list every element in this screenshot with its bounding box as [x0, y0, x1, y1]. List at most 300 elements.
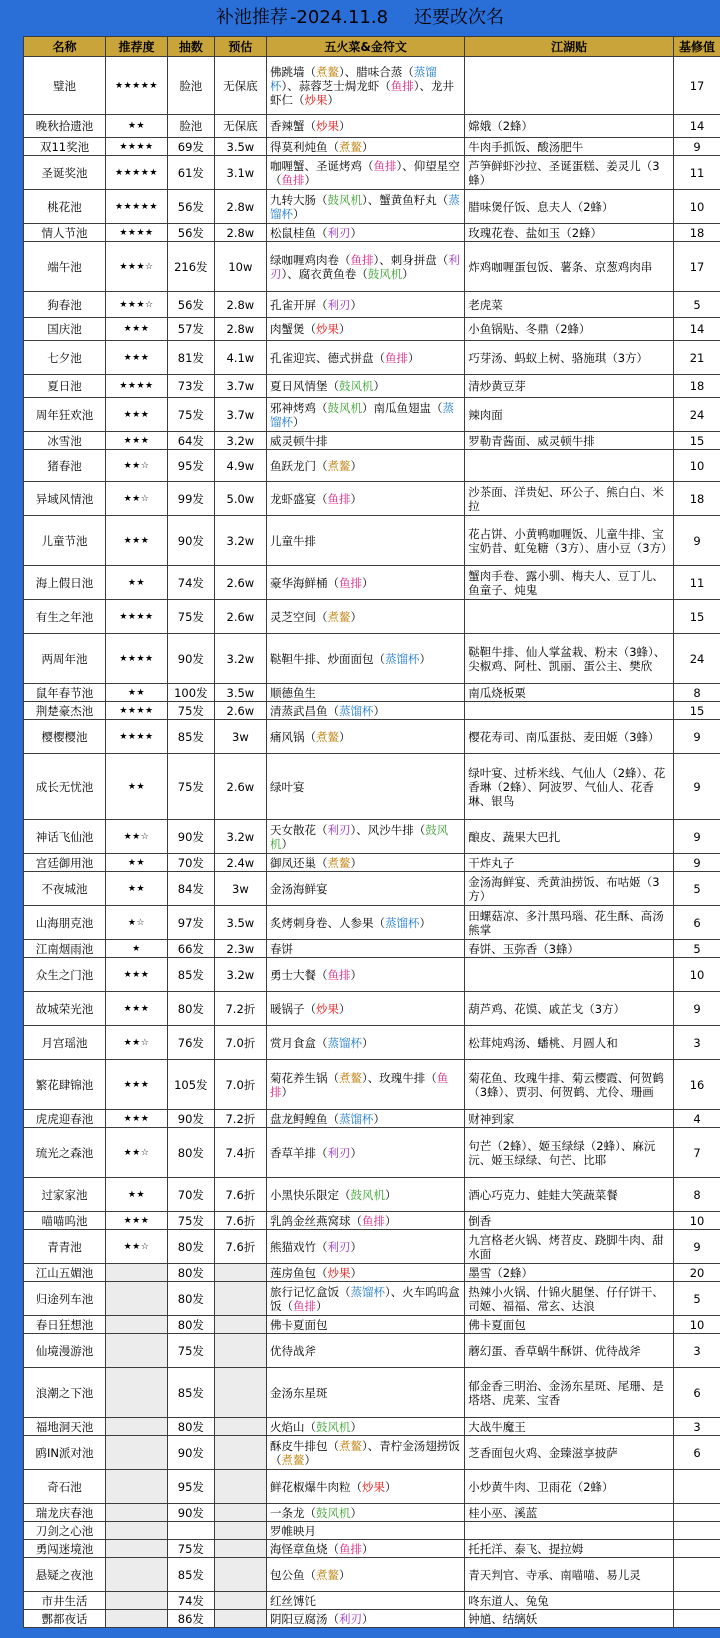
dish-text: 佛跳墙（: [269, 64, 316, 79]
post-cell: 九宫格老火锅、烤苕皮、跷脚牛肉、甜水面: [465, 1230, 674, 1264]
estimate: [214, 1316, 266, 1334]
base-value: 6: [674, 1436, 720, 1470]
rune-tag: 蒸馏杯: [269, 400, 454, 429]
dish-text: 一条龙（: [269, 1505, 316, 1520]
dish-text: ）: [361, 1611, 374, 1626]
pool-name: 瑞龙庆春池: [24, 1504, 106, 1522]
estimate: 3.2w: [214, 432, 266, 450]
dish-text: ）: [338, 729, 351, 744]
pool-name: 归途列车池: [24, 1282, 106, 1316]
estimate: 7.6折: [214, 1212, 266, 1230]
rune-tag: 煮鳌: [338, 139, 362, 154]
base-value: 9: [674, 820, 720, 854]
dish-text: ）、仰望星空（: [269, 158, 460, 187]
estimate: 无保底: [214, 115, 266, 138]
star-rating: ★★★: [106, 398, 168, 432]
rune-tag: 鱼排: [281, 172, 305, 187]
dish-cell: [266, 190, 464, 224]
pool-name: 众生之门池: [24, 958, 106, 992]
dish-cell: [266, 398, 464, 432]
table-row: [24, 1522, 720, 1540]
draw-count: 216发: [167, 242, 214, 292]
estimate: [214, 1264, 266, 1282]
post-cell: 牛肉手抓饭、酸汤肥牛: [465, 138, 674, 156]
base-value: 5: [674, 292, 720, 318]
col-header-draws: 抽数: [167, 37, 214, 57]
estimate: 2.3w: [214, 940, 266, 958]
post-cell: 罗勒青酱面、威灵顿牛排: [465, 432, 674, 450]
draw-count: 95发: [167, 1470, 214, 1504]
post-cell: 郁金香三明治、金汤东星斑、尾珊、是塔塔、虎莱、宝香: [465, 1368, 674, 1418]
base-value: 11: [674, 156, 720, 190]
rune-tag: 炒果: [304, 92, 328, 107]
post-cell: 桂小巫、溪蓝: [465, 1504, 674, 1522]
post-cell: 樱花寿司、南瓜蛋挞、麦田姬（3蜂）: [465, 720, 674, 754]
table-row: [24, 1436, 720, 1470]
rune-tag: 利刃: [327, 297, 351, 312]
draw-count: 74发: [167, 566, 214, 600]
base-value: 10: [674, 1316, 720, 1334]
base-value: 3: [674, 1026, 720, 1060]
estimate: 2.6w: [214, 754, 266, 820]
dish-text: ）: [384, 1213, 397, 1228]
draw-count: 90发: [167, 634, 214, 684]
dish-text: 威灵顿牛排: [269, 433, 328, 448]
draw-count: 90发: [167, 1504, 214, 1522]
estimate: 7.6折: [214, 1178, 266, 1212]
pool-name: 七夕池: [24, 341, 106, 375]
star-rating: [106, 1522, 168, 1540]
rune-tag: 鼓风机: [338, 379, 374, 393]
base-value: 14: [674, 318, 720, 341]
dish-text: ）: [304, 1452, 316, 1467]
rune-tag: 煮鳌: [338, 1070, 362, 1085]
base-value: 21: [674, 341, 720, 375]
star-rating: ★★: [106, 1178, 168, 1212]
post-cell: [465, 57, 674, 115]
draw-count: 75发: [167, 702, 214, 720]
dish-text: 松鼠桂鱼（: [269, 225, 328, 240]
rune-tag: 鱼排: [390, 78, 414, 93]
dish-text: 夏日风情堡（: [269, 379, 339, 393]
col-header-dish: 五火菜&金符文: [266, 37, 464, 57]
dish-cell: [266, 318, 464, 341]
draw-count: 90发: [167, 1436, 214, 1470]
estimate: 3.2w: [214, 516, 266, 566]
star-rating: [106, 1504, 168, 1522]
dish-text: 肉蟹煲（: [269, 322, 316, 336]
estimate: 2.8w: [214, 318, 266, 341]
table-row: [24, 292, 720, 318]
dish-cell: [266, 1592, 464, 1610]
dish-cell: [266, 482, 464, 516]
draw-count: 56发: [167, 224, 214, 242]
draw-count: 70发: [167, 1178, 214, 1212]
rune-tag: 煮鳌: [315, 1567, 339, 1582]
dish-text: ）: [338, 322, 351, 336]
draw-count: 75发: [167, 398, 214, 432]
base-value: 9: [674, 992, 720, 1026]
post-cell: 酿皮、蔬果大巴扎: [465, 820, 674, 854]
dish-text: 莲房鱼包（: [269, 1265, 328, 1280]
dish-text: 绿咖喱鸡肉卷（: [269, 252, 351, 267]
dish-text: ）: [373, 379, 385, 393]
post-cell: 蟹肉手卷、露小驯、梅夫人、豆丁儿、鱼童子、炖鬼: [465, 566, 674, 600]
dish-text: 儿童牛排: [269, 533, 316, 548]
page-title: [0, 0, 720, 36]
estimate: 4.1w: [214, 341, 266, 375]
draw-count: [167, 1522, 214, 1540]
post-cell: [465, 1522, 674, 1540]
base-value: [674, 1470, 720, 1504]
star-rating: ★★: [106, 754, 168, 820]
dish-text: ）: [350, 491, 362, 506]
star-rating: [106, 1436, 168, 1470]
rune-tag: 炒果: [315, 1001, 339, 1016]
rune-tag: 鱼排: [338, 575, 362, 590]
dish-cell: [266, 1540, 464, 1558]
dish-text: 旅行记忆盒饭（: [269, 1284, 351, 1299]
star-rating: ★★☆: [106, 1026, 168, 1060]
rune-tag: 鼓风机: [350, 1187, 385, 1202]
base-value: 9: [674, 1230, 720, 1264]
pool-name: 有生之年池: [24, 600, 106, 634]
rune-tag: 利刃: [327, 225, 351, 240]
estimate: 3w: [214, 872, 266, 906]
table-row: [24, 1558, 720, 1592]
star-rating: [106, 1334, 168, 1368]
star-rating: ★★★★: [106, 138, 168, 156]
dish-cell: [266, 1316, 464, 1334]
table-row: [24, 702, 720, 720]
dish-text: ）: [419, 651, 431, 666]
rune-tag: 炒果: [315, 119, 339, 133]
dish-text: 顺德鱼生: [269, 685, 316, 700]
star-rating: ★★★★: [106, 600, 168, 634]
pool-name: 神话飞仙池: [24, 820, 106, 854]
pool-name: 猪春池: [24, 450, 106, 482]
table-row: [24, 375, 720, 398]
dish-cell: [266, 992, 464, 1026]
pool-name: 勇闯迷境池: [24, 1540, 106, 1558]
rune-tag: 鼓风机: [269, 822, 449, 851]
estimate: [214, 1368, 266, 1418]
dish-text: ）: [407, 350, 420, 365]
dish-text: 炙烤刺身卷、人参果（: [269, 915, 385, 930]
post-cell: 腊味煲仔饭、息夫人（2蜂）: [465, 190, 674, 224]
pool-name: 福地洞天池: [24, 1418, 106, 1436]
rune-tag: 煮鳌: [281, 1452, 305, 1467]
table-row: [24, 1368, 720, 1418]
rune-tag: 利刃: [269, 252, 460, 281]
dish-text: 清蒸武昌鱼（: [269, 703, 339, 718]
rune-tag: 鱼排: [373, 158, 397, 173]
post-cell: 金汤海鲜宴、秃黄油捞饭、布咕姬（3方）: [465, 872, 674, 906]
rune-tag: 蒸馏杯: [269, 192, 460, 221]
star-rating: ★★★★: [106, 634, 168, 684]
estimate: 3.7w: [214, 398, 266, 432]
draw-count: 86发: [167, 1610, 214, 1628]
star-rating: ★: [106, 940, 168, 958]
dish-cell: [266, 242, 464, 292]
base-value: 6: [674, 1368, 720, 1418]
rune-tag: 蒸馏杯: [327, 1035, 362, 1050]
draw-count: 90发: [167, 516, 214, 566]
table-row: [24, 1504, 720, 1522]
dish-text: 熊猫戏竹（: [269, 1239, 328, 1254]
table-row: [24, 138, 720, 156]
base-value: 24: [674, 634, 720, 684]
pool-name: 虎虎迎春池: [24, 1110, 106, 1128]
pool-name: 圣诞奖池: [24, 156, 106, 190]
post-cell: 干炸丸子: [465, 854, 674, 872]
draw-count: 95发: [167, 450, 214, 482]
dish-text: ）、风沙牛排（: [350, 822, 426, 837]
rune-tag: 利刃: [338, 1611, 362, 1626]
post-cell: 春饼、玉弥香（3蜂）: [465, 940, 674, 958]
draw-count: 80发: [167, 1418, 214, 1436]
draw-count: 84发: [167, 872, 214, 906]
rune-tag: 利刃: [327, 1239, 351, 1254]
pool-name: 过家家池: [24, 1178, 106, 1212]
table-row: [24, 958, 720, 992]
dish-text: ）: [350, 1239, 362, 1254]
estimate: [214, 1610, 266, 1628]
dish-cell: [266, 1558, 464, 1592]
pool-table: [23, 36, 720, 1628]
base-value: [674, 1592, 720, 1610]
base-value: 15: [674, 600, 720, 634]
rune-tag: 煮鳌: [327, 855, 351, 870]
base-value: 15: [674, 702, 720, 720]
pool-name: 晚秋拾遗池: [24, 115, 106, 138]
title-note: 还要改次名: [414, 7, 505, 28]
estimate: 7.2折: [214, 1110, 266, 1128]
star-rating: [106, 1610, 168, 1628]
dish-text: 灵芝空间（: [269, 609, 328, 624]
pool-name: 夏日池: [24, 375, 106, 398]
dish-text: ）: [350, 458, 362, 473]
estimate: 3.5w: [214, 684, 266, 702]
table-row: [24, 1178, 720, 1212]
estimate: 2.6w: [214, 702, 266, 720]
star-rating: [106, 1558, 168, 1592]
post-cell: 墨雪（2蜂）: [465, 1264, 674, 1282]
dish-text: ）: [350, 1265, 362, 1280]
dish-text: ）、蒜蓉芝士焗龙虾（: [281, 78, 391, 93]
dish-text: 香草羊排（: [269, 1145, 328, 1160]
post-cell: 松茸炖鸡汤、蟠桃、月圆人和: [465, 1026, 674, 1060]
estimate: 7.4折: [214, 1128, 266, 1178]
draw-count: 85发: [167, 958, 214, 992]
estimate: 无保底: [214, 57, 266, 115]
star-rating: ★★☆: [106, 1128, 168, 1178]
pool-name: 悬疑之夜池: [24, 1558, 106, 1592]
table-row: [24, 684, 720, 702]
table-row: [24, 1540, 720, 1558]
dish-cell: [266, 375, 464, 398]
table-row: [24, 1334, 720, 1368]
table-row: [24, 482, 720, 516]
pool-name: 浪潮之下池: [24, 1368, 106, 1418]
dish-text: ）: [361, 1035, 374, 1050]
dish-cell: [266, 1418, 464, 1436]
table-header-row: [24, 37, 720, 57]
draw-count: 90发: [167, 1110, 214, 1128]
base-value: [674, 1540, 720, 1558]
col-header-value: 基修值: [674, 37, 720, 57]
post-cell: 嫦娥（2蜂）: [465, 115, 674, 138]
rune-tag: 鼓风机: [315, 1505, 351, 1520]
dish-cell: [266, 600, 464, 634]
dish-cell: [266, 1504, 464, 1522]
post-cell: 芦笋鲜虾沙拉、圣诞蛋糕、姜灵儿（3蜂）: [465, 156, 674, 190]
estimate: 3w: [214, 720, 266, 754]
base-value: [674, 1610, 720, 1628]
col-header-stars: 推荐度: [106, 37, 168, 57]
dish-text: ）: [402, 266, 414, 281]
base-value: 7: [674, 1128, 720, 1178]
star-rating: ★★★★: [106, 702, 168, 720]
star-rating: ★★★: [106, 432, 168, 450]
post-cell: 老虎菜: [465, 292, 674, 318]
post-cell: 青天判官、寺承、南喵喵、易儿灵: [465, 1558, 674, 1592]
table-row: [24, 992, 720, 1026]
pool-name: 琉光之森池: [24, 1128, 106, 1178]
draw-count: 脸池: [167, 57, 214, 115]
dish-cell: [266, 1230, 464, 1264]
dish-text: 罗帷映月: [269, 1523, 316, 1538]
star-rating: ★★★: [106, 992, 168, 1026]
draw-count: 85发: [167, 1558, 214, 1592]
dish-cell: [266, 702, 464, 720]
estimate: 7.6折: [214, 1230, 266, 1264]
draw-count: 80发: [167, 1230, 214, 1264]
dish-cell: [266, 1178, 464, 1212]
dish-cell: [266, 156, 464, 190]
base-value: 5: [674, 1282, 720, 1316]
draw-count: 80发: [167, 1282, 214, 1316]
rune-tag: 炒果: [361, 1479, 385, 1494]
post-cell: 小炒黄牛肉、卫雨花（2蜂）: [465, 1470, 674, 1504]
dish-cell: [266, 432, 464, 450]
estimate: [214, 1522, 266, 1540]
dish-cell: [266, 1610, 464, 1628]
dish-text: 御凤还巢（: [269, 855, 328, 870]
dish-text: ）: [350, 1505, 362, 1520]
pool-name: 月宫瑶池: [24, 1026, 106, 1060]
star-rating: [106, 1368, 168, 1418]
estimate: 4.9w: [214, 450, 266, 482]
base-value: 16: [674, 1060, 720, 1110]
pool-name: 繁花肆锦池: [24, 1060, 106, 1110]
table-row: [24, 634, 720, 684]
draw-count: 99发: [167, 482, 214, 516]
draw-count: 70发: [167, 854, 214, 872]
base-value: 4: [674, 1110, 720, 1128]
base-value: 11: [674, 566, 720, 600]
estimate: 10w: [214, 242, 266, 292]
star-rating: [106, 1592, 168, 1610]
pool-name: 市井生活: [24, 1592, 106, 1610]
dish-text: 金汤海鲜宴: [269, 881, 328, 896]
base-value: 9: [674, 138, 720, 156]
post-cell: 辣肉面: [465, 398, 674, 432]
rune-tag: 蒸馏杯: [384, 915, 420, 930]
pool-name: 江南烟雨池: [24, 940, 106, 958]
draw-count: 85发: [167, 720, 214, 754]
post-cell: 菊花鱼、玫瑰牛排、菊云樱霞、何贺鹤（3蜂）、贾羽、何贺鹤、尤伶、珊画: [465, 1060, 674, 1110]
star-rating: ★★★: [106, 1110, 168, 1128]
dish-cell: [266, 1026, 464, 1060]
estimate: 2.6w: [214, 600, 266, 634]
dish-text: ）: [292, 414, 305, 429]
post-cell: 托托洋、泰飞、提拉姆: [465, 1540, 674, 1558]
rune-tag: 煮鳌: [315, 64, 339, 79]
dish-text: 乳鸽金丝燕窝球（: [269, 1213, 362, 1228]
table-row: [24, 156, 720, 190]
dish-text: 鱼跃龙门（: [269, 458, 328, 473]
estimate: 2.4w: [214, 854, 266, 872]
estimate: 7.0折: [214, 1060, 266, 1110]
dish-text: ）: [384, 1479, 397, 1494]
draw-count: 脸池: [167, 115, 214, 138]
table-row: [24, 190, 720, 224]
table-row: [24, 318, 720, 341]
estimate: 3.1w: [214, 156, 266, 190]
draw-count: 76发: [167, 1026, 214, 1060]
col-header-estimate: 预估: [214, 37, 266, 57]
star-rating: ★☆: [106, 906, 168, 940]
dish-text: ）: [315, 1298, 328, 1313]
base-value: 10: [674, 958, 720, 992]
rune-tag: 鱼排: [269, 1070, 449, 1099]
estimate: 7.2折: [214, 992, 266, 1026]
rune-tag: 蒸馏杯: [269, 64, 437, 93]
rune-tag: 鼓风机: [315, 1419, 351, 1434]
dish-cell: [266, 1264, 464, 1282]
pool-name: 奇石池: [24, 1470, 106, 1504]
star-rating: ★★★★: [106, 224, 168, 242]
dish-text: 盘龙鲟鳇鱼（: [269, 1111, 339, 1126]
dish-cell: [266, 1212, 464, 1230]
rune-tag: 蒸馏杯: [384, 651, 420, 666]
table-row: [24, 224, 720, 242]
draw-count: 69发: [167, 138, 214, 156]
estimate: [214, 1418, 266, 1436]
pool-name: 不夜城池: [24, 872, 106, 906]
rune-tag: 鱼排: [350, 252, 374, 267]
post-cell: 钟馗、结缡妖: [465, 1610, 674, 1628]
pool-name: 狗春池: [24, 292, 106, 318]
table-row: [24, 872, 720, 906]
dish-cell: [266, 1368, 464, 1418]
dish-text: 豪华海鲜桶（: [269, 575, 339, 590]
table-row: [24, 1026, 720, 1060]
draw-count: 97发: [167, 906, 214, 940]
table-row: [24, 1316, 720, 1334]
base-value: [674, 1522, 720, 1540]
table-row: [24, 1128, 720, 1178]
star-rating: ★★★★★: [106, 156, 168, 190]
table-row: [24, 906, 720, 940]
base-value: 18: [674, 224, 720, 242]
dish-cell: [266, 1436, 464, 1470]
post-cell: 芝香面包火鸡、金臻滋享披萨: [465, 1436, 674, 1470]
table-row: [24, 566, 720, 600]
dish-cell: [266, 906, 464, 940]
dish-text: ）: [350, 225, 362, 240]
